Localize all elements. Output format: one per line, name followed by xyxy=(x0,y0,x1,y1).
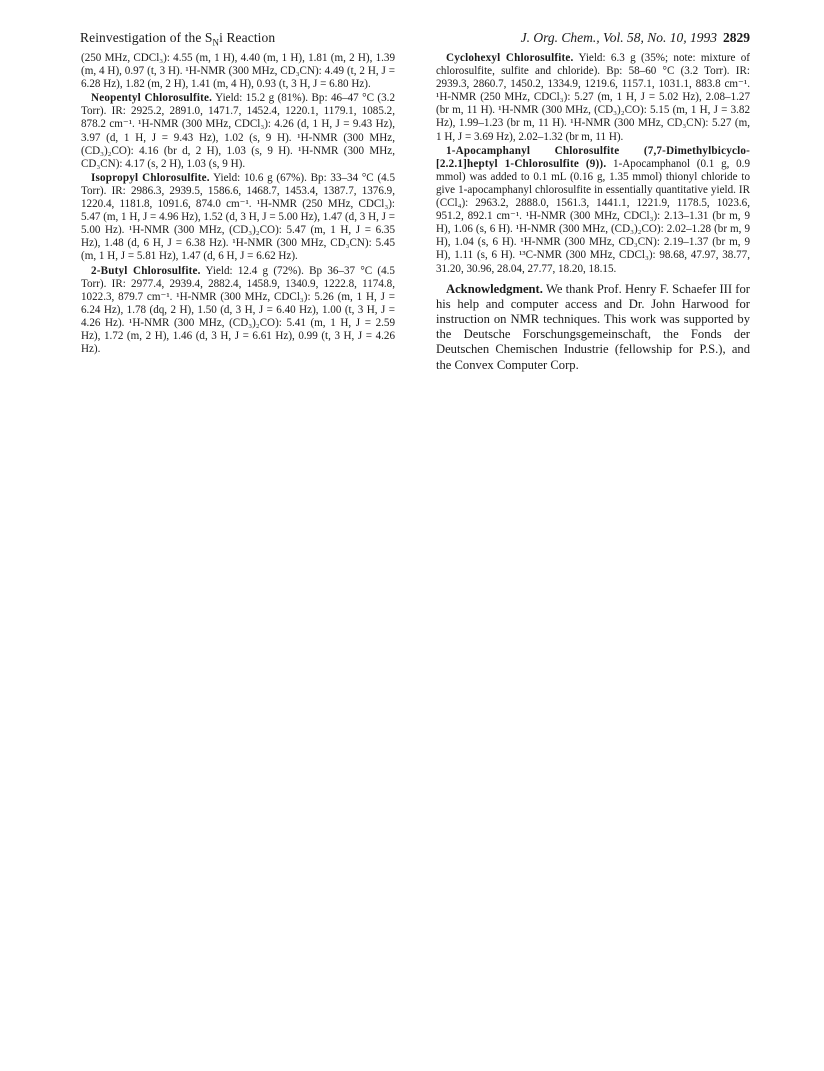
page-number: 2829 xyxy=(723,30,750,45)
paragraph-body: 1-Apocamphanol (0.1 g, 0.9 mmol) was added to 0.1 mL (0.16 g, 1.35 mmol) thionyl chloride to give 1-apocamphanyl chlorosulfite in essentially quantitative yield. IR (CCl₄): 2963.2, 2888.0, 1561.3, 1441.1, 1221.9, 1178.5, 1023.6, 951.2, 892.1 cm⁻¹. ¹H-NMR (300 MHz, CDCl₃): 2.13–1.31 (br m, 9 H), 1.06 (s, 6 H). ¹H-NMR (300 MHz, (CD₃)₂CO): 2.02–1.28 (br m, 9 H), 1.04 (s, 6 H). ¹H-NMR (300 MHz, CD₃CN): 2.19–1.37 (br m, 9 H), 1.11 (s, 6 H). ¹³C-NMR (300 MHz, CDCl₃): 98.68, 47.97, 38.77, 31.20, 30.96, 28.04, 27.77, 18.20, 18.15. xyxy=(436,157,750,275)
acknowledgment-body: We thank Prof. Henry F. Schaefer III for his help and computer access and Dr. John Harwood for instruction on NMR techniques. This work was supported by the Deutsche Forschungsgemeinschaft, the Fonds der Deutschen Chemischen Industrie (fellowship for P.S.), and the Convex Computer Corp. xyxy=(436,281,750,372)
article-running-title xyxy=(80,30,275,48)
journal-name: J. Org. Chem., Vol. 58, No. 10, 1993 xyxy=(520,30,717,45)
left-column xyxy=(81,52,395,357)
paragraph-body: Yield: 10.6 g (67%). Bp: 33–34 °C (4.5 Torr). IR: 2986.3, 2939.5, 1586.6, 1468.7, 1453.4, 1387.7, 1376.9, 1220.4, 1181.8, 1091.6, 874.0 cm⁻¹. ¹H-NMR (250 MHz, CDCl₃): 5.47 (m, 1 H, J = 4.96 Hz), 1.52 (d, 3 H, J = 5.00 Hz), 1.47 (d, 3 H, J = 5.00 Hz). ¹H-NMR (300 MHz, (CD₃)₂CO): 5.47 (m, 1 H, J = 6.35 Hz), 1.48 (d, 6 H, J = 6.38 Hz). ¹H-NMR (300 MHz, CD₃CN): 5.45 (m, 1 H, J = 5.81 Hz), 1.47 (d, 6 H, J = 6.62 Hz). xyxy=(81,171,395,263)
running-title-subscript: N xyxy=(212,37,220,48)
paragraph-cyclohexyl xyxy=(436,52,750,144)
running-head xyxy=(80,30,750,48)
compound-heading: 2-Butyl Chlorosulfite. xyxy=(91,264,201,277)
paragraph-body: Yield: 15.2 g (81%). Bp: 46–47 °C (3.2 Torr). IR: 2925.2, 2891.0, 1471.7, 1452.4, 1220.1, 1179.1, 1085.2, 878.2 cm⁻¹. ¹H-NMR (300 MHz, CDCl₃): 4.26 (d, 1 H, J = 9.43 Hz), 3.97 (d, 1 H, J = 9.43 Hz), 1.02 (s, 9 H). ¹H-NMR (300 MHz, (CD₃)₂CO): 4.16 (br d, 2 H), 1.03 (s, 9 H). ¹H-NMR (300 MHz, CD₃CN): 4.17 (s, 2 H), 1.03 (s, 9 H). xyxy=(81,92,395,170)
acknowledgment-heading: Acknowledgment. xyxy=(446,281,543,296)
journal-citation xyxy=(521,30,750,46)
paragraph-neopentyl xyxy=(81,92,395,171)
paragraph-apocamphanyl xyxy=(436,145,750,276)
compound-heading: Neopentyl Chlorosulfite. xyxy=(91,92,213,105)
paragraph-2-butyl xyxy=(81,265,395,357)
compound-heading: Cyclohexyl Chlorosulfite. xyxy=(446,52,574,64)
right-column xyxy=(436,52,750,374)
paragraph-body: Yield: 12.4 g (72%). Bp 36–37 °C (4.5 Torr). IR: 2977.4, 2939.4, 2882.4, 1458.9, 1340.9, 1222.8, 1174.8, 1022.3, 879.7 cm⁻¹. ¹H-NMR (300 MHz, CDCl₃): 5.26 (m, 1 H, J = 6.24 Hz), 1.78 (dq, 2 H), 1.50 (d, 3 H, J = 6.40 Hz), 1.00 (t, 3 H, J = 4.26 Hz). ¹H-NMR (300 MHz, (CD₃)₂CO): 5.41 (m, 1 H, J = 2.59 Hz), 1.72 (m, 2 H), 1.46 (d, 3 H, J = 6.61 Hz), 0.99 (t, 3 H, J = 4.26 Hz). xyxy=(81,264,395,356)
compound-heading: 1-Apocamphanyl Chlorosulfite (7,7-Dimethylbicyclo-[2.2.1]heptyl 1-Chlorosulfite (9)). xyxy=(436,144,750,170)
paragraph-body: Yield: 6.3 g (35%; note: mixture of chlorosulfite, sulfite and chloride). Bp: 58–60 °C (3.2 Torr). IR: 2939.3, 2860.7, 1450.2, 1334.9, 1219.6, 1157.1, 1031.1, 883.8 cm⁻¹. ¹H-NMR (250 MHz, CDCl₃): 5.27 (m, 1 H, J = 5.02 Hz), 2.08–1.27 (br m, 11 H). ¹H-NMR (300 MHz, (CD₃)₂CO): 5.15 (m, 1 H, J = 3.82 Hz), 1.99–1.23 (br m, 11 H). ¹H-NMR (300 MHz, CD₃CN): 5.27 (m, 1 H, J = 3.69 Hz), 2.02–1.32 (br m, 11 H). xyxy=(436,52,750,143)
paragraph-isopropyl xyxy=(81,172,395,264)
paragraph-continued: (250 MHz, CDCl₃): 4.55 (m, 1 H), 4.40 (m, 1 H), 1.81 (m, 2 H), 1.39 (m, 4 H), 0.97 (t, 3 H). ¹H-NMR (300 MHz, CD₃CN): 4.49 (t, 2 H, J = 6.28 Hz), 1.82 (m, 2 H), 1.41 (m, 4 H), 0.93 (t, 3 H, J = 6.80 Hz). xyxy=(81,52,395,91)
running-title-text: Reinvestigation of the S xyxy=(80,30,213,45)
compound-heading: Isopropyl Chlorosulfite. xyxy=(91,171,210,184)
acknowledgment xyxy=(436,282,750,373)
running-title-tail: i Reaction xyxy=(219,30,276,45)
